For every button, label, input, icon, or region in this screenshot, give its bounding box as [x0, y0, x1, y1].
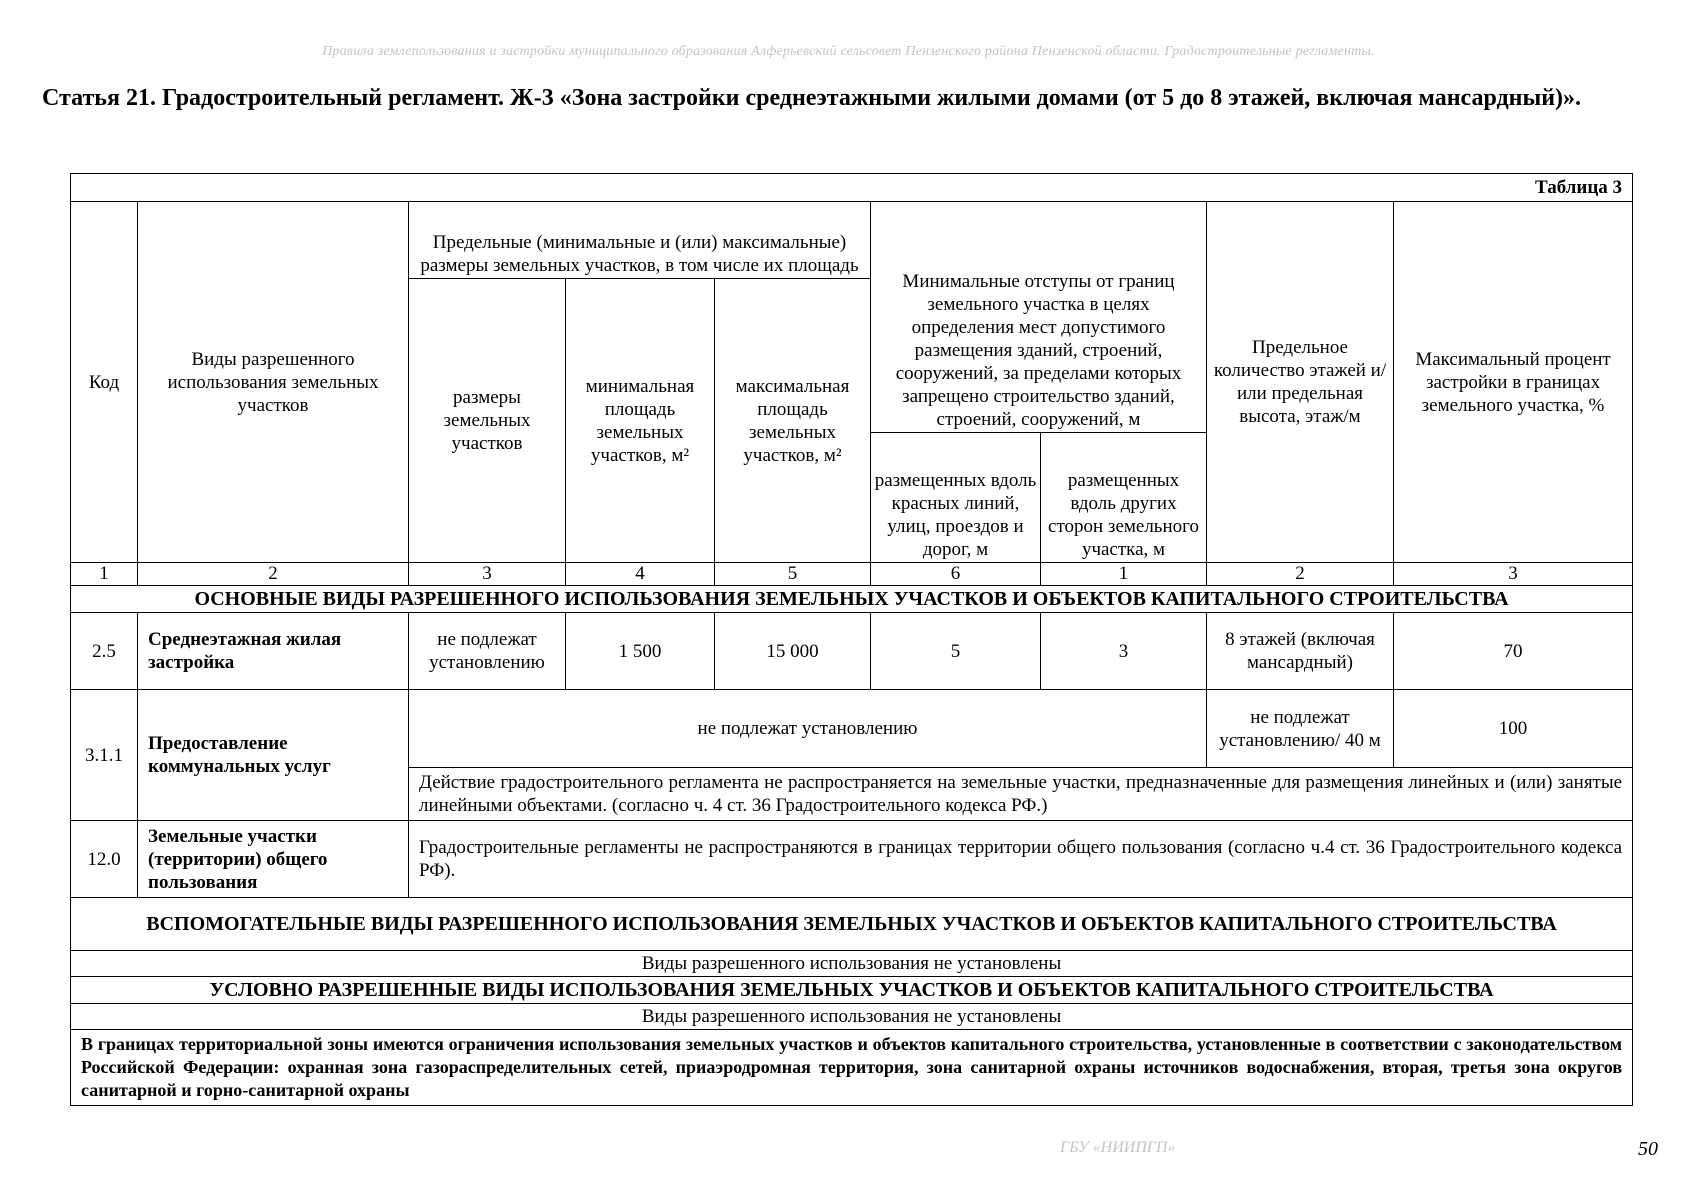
header-use-types: Виды разрешенного использования земельных участков	[138, 202, 409, 563]
header-code: Код	[71, 202, 138, 563]
row-max-area: 15 000	[715, 613, 871, 690]
header-min-area: минимальная площадь земельных участков, м²	[566, 279, 715, 563]
header-setbacks: Минимальные отступы от границ земельного участка в целях определения мест допустимого размещения зданий, строений, сооружений, за пределами которых запрещено строительство зданий, строений, сооружений, м	[871, 202, 1207, 433]
auxiliary-uses-text: Виды разрешенного использования не установлены	[71, 951, 1633, 977]
row-code: 12.0	[71, 821, 138, 898]
row-plot-sizes: не подлежат установлению	[409, 613, 566, 690]
row-use-name: Предоставление коммунальных услуг	[138, 690, 409, 821]
restrictions-note: В границах территориальной зоны имеются ограничения использования земельных участков и объектов капитального строительства, установленные в соответствии с законодательством Российской Федерации: охранная зона газораспределительных сетей, приаэродромная территория, зона санитарной охраны источников водоснабжения, вторая, третья зона округов санитарной и горно-санитарной охраны	[71, 1030, 1633, 1106]
column-number: 4	[566, 563, 715, 586]
row-floors: 8 этажей (включая мансардный)	[1207, 613, 1394, 690]
column-numbers-row	[71, 563, 1633, 586]
header-max-area: максимальная площадь земельных участков, м²	[715, 279, 871, 563]
column-number: 1	[71, 563, 138, 586]
conditional-uses-text: Виды разрешенного использования не установлены	[71, 1004, 1633, 1030]
header-setback-other-sides: размещенных вдоль других сторон земельного участка, м	[1041, 433, 1207, 563]
header-plot-sizes: размеры земельных участков	[409, 279, 566, 563]
row-note: Градостроительные регламенты не распространяются в границах территории общего пользования (согласно ч.4 ст. 36 Градостроительного кодекса РФ).	[409, 821, 1633, 898]
row-code: 3.1.1	[71, 690, 138, 821]
table-caption: Таблица 3	[71, 174, 1633, 202]
header-floors: Предельное количество этажей и/или предельная высота, этаж/м	[1207, 202, 1394, 563]
table-row	[71, 821, 1633, 898]
column-number: 3	[409, 563, 566, 586]
table-row	[71, 613, 1633, 690]
column-number: 2	[138, 563, 409, 586]
row-coverage: 70	[1394, 613, 1633, 690]
row-min-area: 1 500	[566, 613, 715, 690]
section-main-uses: ОСНОВНЫЕ ВИДЫ РАЗРЕШЕННОГО ИСПОЛЬЗОВАНИЯ ЗЕМЕЛЬНЫХ УЧАСТКОВ И ОБЪЕКТОВ КАПИТАЛЬНОГО СТРОИТЕЛЬСТВА	[71, 586, 1633, 613]
column-number: 2	[1207, 563, 1394, 586]
footer-organization: ГБУ «НИИПГП»	[1060, 1139, 1176, 1156]
row-use-name: Среднеэтажная жилая застройка	[138, 613, 409, 690]
header-max-coverage: Максимальный процент застройки в границах земельного участка, %	[1394, 202, 1633, 563]
section-auxiliary-uses: ВСПОМОГАТЕЛЬНЫЕ ВИДЫ РАЗРЕШЕННОГО ИСПОЛЬЗОВАНИЯ ЗЕМЕЛЬНЫХ УЧАСТКОВ И ОБЪЕКТОВ КАПИТАЛЬНОГО СТРОИТЕЛЬСТВА	[71, 898, 1633, 951]
regulation-table	[70, 173, 1633, 1106]
row-setback-other: 3	[1041, 613, 1207, 690]
row-floors: не подлежат установлению/ 40 м	[1207, 690, 1394, 768]
column-number: 5	[715, 563, 871, 586]
running-header: Правила землепользования и застройки муниципального образования Алферьевский сельсовет Пензенского района Пензенской области. Градостроительные регламенты.	[322, 44, 1375, 59]
article-title: Статья 21. Градостроительный регламент. Ж-3 «Зона застройки среднеэтажными жилыми домами (от 5 до 8 этажей, включая мансардный)».	[42, 85, 1582, 111]
column-number: 6	[871, 563, 1041, 586]
page-number: 50	[1638, 1138, 1658, 1160]
column-number: 1	[1041, 563, 1207, 586]
row-coverage: 100	[1394, 690, 1633, 768]
table-row	[71, 690, 1633, 768]
row-code: 2.5	[71, 613, 138, 690]
row-note: Действие градостроительного регламента не распространяется на земельные участки, предназначенные для размещения линейных и (или) занятые линейными объектами. (согласно ч. 4 ст. 36 Градостроительного кодекса РФ.)	[409, 768, 1633, 821]
row-setback-red: 5	[871, 613, 1041, 690]
section-conditional-uses: УСЛОВНО РАЗРЕШЕННЫЕ ВИДЫ ИСПОЛЬЗОВАНИЯ ЗЕМЕЛЬНЫХ УЧАСТКОВ И ОБЪЕКТОВ КАПИТАЛЬНОГО СТРОИТЕЛЬСТВА	[71, 977, 1633, 1004]
row-merged-value: не подлежат установлению	[409, 690, 1207, 768]
column-number: 3	[1394, 563, 1633, 586]
row-use-name: Земельные участки (территории) общего пользования	[138, 821, 409, 898]
header-plot-limits: Предельные (минимальные и (или) максимальные) размеры земельных участков, в том числе их площадь	[409, 202, 871, 279]
header-setback-red-lines: размещенных вдоль красных линий, улиц, проездов и дорог, м	[871, 433, 1041, 563]
